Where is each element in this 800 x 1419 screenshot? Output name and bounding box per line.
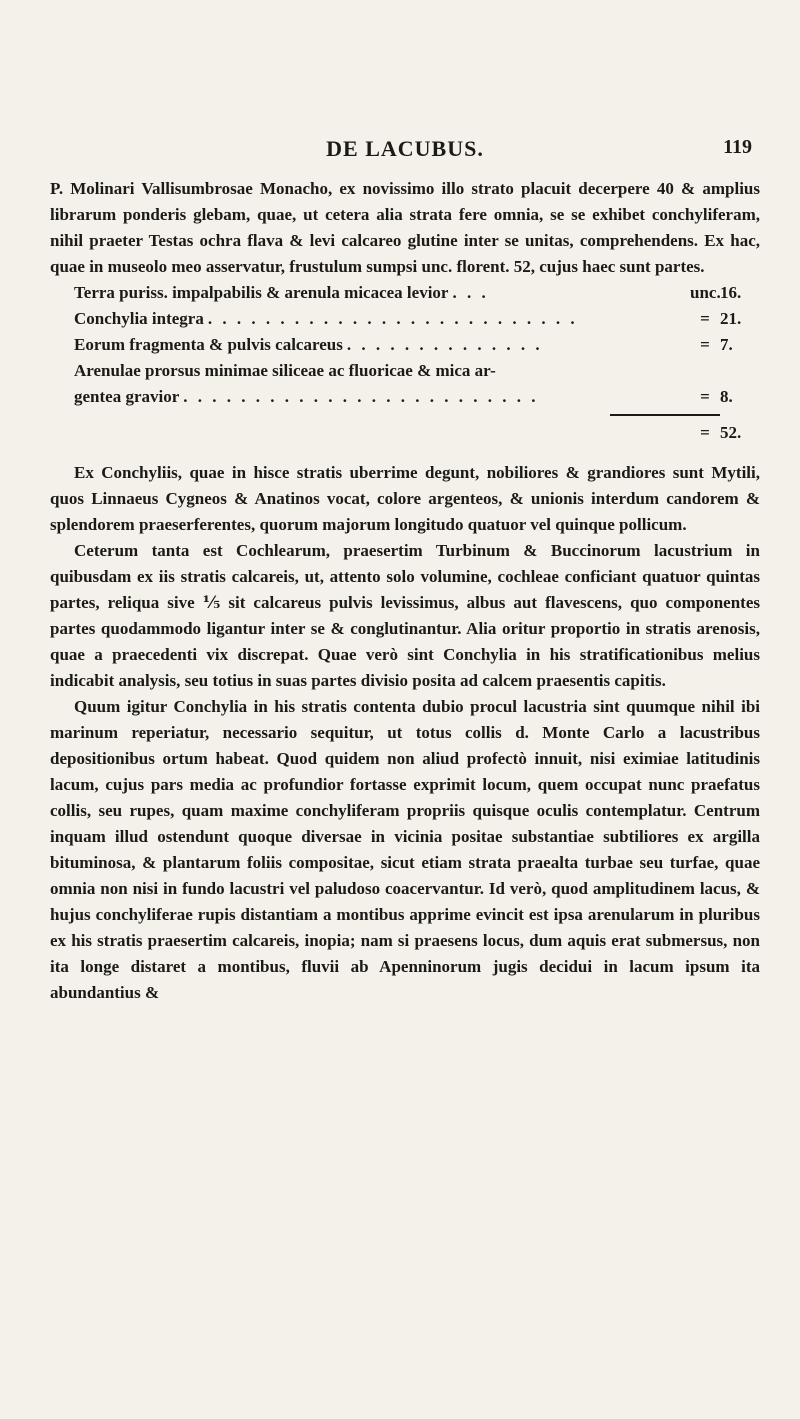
analysis-total xyxy=(74,420,760,446)
analysis-label: Terra puriss. impalpabilis & arenula micacea levior xyxy=(74,283,449,302)
leader-dots: . . . . . . . . . . . . . . xyxy=(346,335,543,354)
analysis-table xyxy=(74,280,760,446)
running-title: DE LACUBUS. xyxy=(326,136,484,161)
running-head xyxy=(50,136,760,176)
analysis-row-4-line-1: Arenulae prorsus minimae siliceae ac fluoricae & mica ar- xyxy=(74,361,496,380)
analysis-row-1 xyxy=(74,280,760,306)
analysis-value: 8. xyxy=(720,387,733,406)
equals-sign: = xyxy=(700,423,710,442)
analysis-value: 7. xyxy=(720,335,733,354)
analysis-value: 21. xyxy=(720,309,742,328)
analysis-row-3 xyxy=(74,332,760,358)
book-page xyxy=(0,136,800,1419)
sum-rule xyxy=(74,410,760,420)
leader-dots: . . . . . . . . . . . . . . . . . . . . . . . . . . xyxy=(207,309,578,328)
paragraph-4: Quum igitur Conchylia in his stratis contenta dubio procul lacustria sint quumque nihil ibi marinum reperiatur, necessario sequitur, ut totus collis d. Monte Carlo a lacustribus depositionibus ortum habeat. Quod quidem non aliud profectò innuit, nisi eximiae latitudinis lacum, cujus pars media ac profundior fortasse exprimit locum, quem occupat nunc praefatus collis, seu rupes, quam maxime conchyliferam propriis quisque oculis contemplatur. Centrum inquam illud ostendunt quoque diversae in vicinia positae substantiae subtiliores ex argilla bituminosa, & plantarum foliis compositae, sicut etiam strata praealta turbae seu turfae, quae omnia non nisi in fundo lacustri vel paludoso coacervantur. Id verò, quod amplitudinem lacus, & hujus conchyliferae rupis distantiam a montibus apprime evincit est ipsa arenularum in pluribus ex his stratis praesertim calcareis, inopia; nam si praesens locus, dum aquis erat submersus, non ita longe distaret a montibus, fluvii ab Apenninorum jugis decidui in lacum ipsum ita abundantius & xyxy=(50,697,760,1002)
equals-sign: = xyxy=(700,309,710,328)
analysis-row-2 xyxy=(74,306,760,332)
paragraph-3: Ceterum tanta est Cochlearum, praesertim Turbinum & Buccinorum lacustrium in quibusdam ex iis stratis calcareis, ut, attento solo volumine, cochleae conficiant quatuor quintas partes, reliqua sive ⅕ sit calcareus pulvis levissimus, albus aut flavescens, quo componentes partes quodammodo ligantur inter se & conglutinantur. Alia oritur proportio in stratis arenosis, quae a praecedenti vix discrepat. Quae verò sint Conchylia in his stratificationibus melius indicabit analysis, seu totius in suas partes divisio posita ad calcem praesentis capitis. xyxy=(50,541,760,690)
equals-sign: = xyxy=(700,335,710,354)
analysis-unit: unc. xyxy=(690,283,721,302)
analysis-value: 16. xyxy=(720,283,742,302)
paragraph-1: P. Molinari Vallisumbrosae Monacho, ex novissimo illo strato placuit decerpere 40 & amplius librarum ponderis glebam, quae, ut cetera alia strata fere omnia, se se exhibet conchyliferam, nihil praeter Testas ochra flava & levi calcareo glutine inter se unitas, comprehendens. Ex hac, quae in museolo meo asservatur, frustulum sumpsi unc. florent. 52, cujus haec sunt partes. xyxy=(50,179,760,276)
equals-sign: = xyxy=(700,387,710,406)
analysis-total-value: 52. xyxy=(720,423,742,442)
analysis-label: Conchylia integra xyxy=(74,309,204,328)
page-number: 119 xyxy=(723,136,752,158)
analysis-label: gentea gravior xyxy=(74,387,180,406)
analysis-row-4-line-2 xyxy=(74,384,760,410)
leader-dots: . . . xyxy=(452,283,489,302)
paragraph-2: Ex Conchyliis, quae in hisce stratis uberrime degunt, nobiliores & grandiores sunt Mytili, quos Linnaeus Cygneos & Anatinos vocat, colore argenteos, & unionis interdum candorem & splendorem praeserferentes, quorum majorum longitudo quatuor vel quinque pollicum. xyxy=(50,463,760,534)
leader-dots: . . . . . . . . . . . . . . . . . . . . . . . . . xyxy=(183,387,539,406)
analysis-label: Eorum fragmenta & pulvis calcareus xyxy=(74,335,343,354)
